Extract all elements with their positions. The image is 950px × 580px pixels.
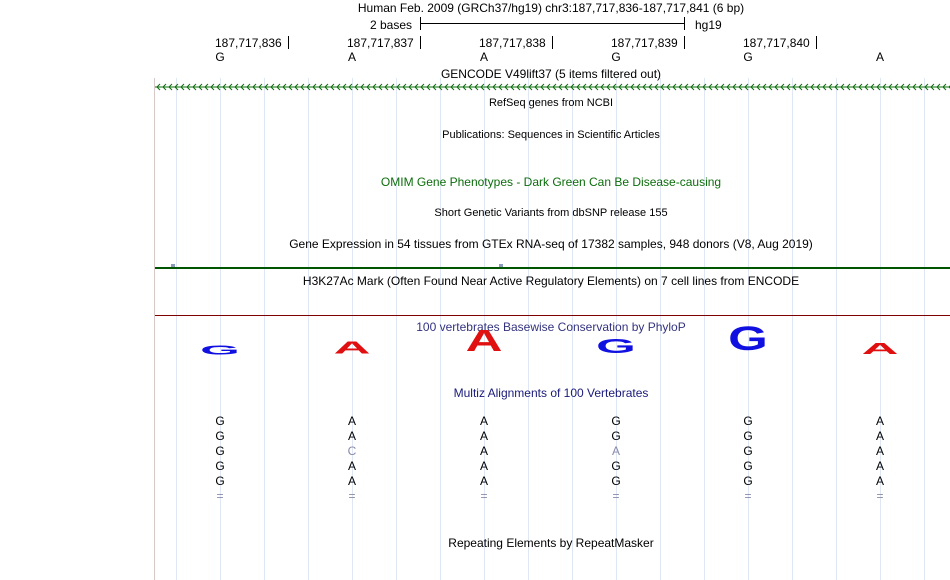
h3k27ac-track-line: [155, 315, 950, 316]
grid-line: [792, 78, 793, 580]
gencode-feature-arrows: [155, 81, 950, 93]
grid-line: [836, 78, 837, 580]
grid-line: [176, 78, 177, 580]
alignment-base: =: [612, 489, 620, 503]
alignment-base: A: [875, 474, 884, 488]
alignment-base: A: [875, 459, 884, 473]
alignment-base: G: [215, 414, 225, 428]
grid-line: [880, 78, 881, 580]
ruler-tick: [552, 36, 553, 49]
alignment-base: G: [215, 474, 225, 488]
repeatmasker-track-title: Repeating Elements by RepeatMasker: [448, 536, 654, 550]
dna-base: G: [215, 50, 225, 64]
phylop-track-title: 100 vertebrates Basewise Conservation by PhyloP: [416, 320, 686, 334]
alignment-base: A: [347, 414, 356, 428]
alignment-base: A: [347, 429, 356, 443]
dna-base: A: [347, 50, 356, 64]
refseq-track-title: RefSeq genes from NCBI: [488, 97, 614, 109]
alignment-base: G: [743, 444, 753, 458]
alignment-base: G: [743, 474, 753, 488]
ruler-tick: [684, 36, 685, 49]
ruler-position-label: 187,717,840: [743, 36, 810, 50]
grid-line: [264, 78, 265, 580]
grid-line: [220, 78, 221, 580]
alignment-base: =: [744, 489, 752, 503]
alignment-base: G: [611, 429, 621, 443]
grid-line: [704, 78, 705, 580]
ruler-position-label: 187,717,838: [479, 36, 546, 50]
phylop-logo-letter: A: [333, 337, 371, 358]
multiz-track-title: Multiz Alignments of 100 Vertebrates: [453, 386, 649, 400]
alignment-base: A: [875, 414, 884, 428]
gtex-track-line: [155, 267, 950, 269]
alignment-base: A: [875, 444, 884, 458]
phylop-logo-letter: A: [861, 340, 899, 358]
dna-base: G: [743, 50, 753, 64]
alignment-base: A: [479, 444, 488, 458]
alignment-base: A: [479, 474, 488, 488]
dbsnp-track-title: Short Genetic Variants from dbSNP release 155: [434, 207, 668, 219]
alignment-base: G: [215, 444, 225, 458]
ruler-tick: [288, 36, 289, 49]
publications-track-title: Publications: Sequences in Scientific Articles: [442, 129, 660, 141]
grid-line: [396, 78, 397, 580]
scale-bar-right-tick: [684, 17, 685, 30]
alignment-base: G: [611, 414, 621, 428]
ruler-position-label: 187,717,837: [347, 36, 414, 50]
ruler-tick: [420, 36, 421, 49]
alignment-base: A: [347, 459, 356, 473]
phylop-logo-letter: A: [465, 324, 503, 359]
label-column: [0, 0, 154, 580]
ruler-position-label: 187,717,836: [215, 36, 282, 50]
alignment-base: A: [875, 429, 884, 443]
alignment-base: =: [876, 489, 884, 503]
gencode-feature-lincrna[interactable]: [155, 81, 950, 93]
alignment-base: G: [743, 414, 753, 428]
grid-line: [924, 78, 925, 580]
alignment-base: G: [215, 429, 225, 443]
alignment-base: A: [347, 474, 356, 488]
alignment-base: G: [743, 459, 753, 473]
ruler-position-label: 187,717,839: [611, 36, 678, 50]
label-separator: [154, 78, 155, 580]
alignment-base: A: [479, 459, 488, 473]
alignment-base: G: [611, 474, 621, 488]
alignment-base: A: [611, 444, 620, 458]
scale-bar-left-tick: [420, 17, 421, 30]
phylop-logo-letter: G: [728, 320, 768, 359]
phylop-logo-letter: G: [596, 335, 636, 358]
scale-assembly: hg19: [695, 18, 722, 32]
omim-track-title: OMIM Gene Phenotypes - Dark Green Can Be Disease-causing: [380, 175, 722, 189]
alignment-base: G: [611, 459, 621, 473]
alignment-base: A: [479, 414, 488, 428]
window-position-value: Human Feb. 2009 (GRCh37/hg19) chr3:187,717,836-187,717,841 (6 bp): [357, 1, 745, 15]
alignment-base: =: [480, 489, 488, 503]
gtex-track-title: Gene Expression in 54 tissues from GTEx RNA-seq of 17382 samples, 948 donors (V8, Aug 2019): [289, 237, 813, 251]
scale-text: 2 bases: [370, 18, 413, 32]
dna-base: G: [611, 50, 621, 64]
grid-line: [308, 78, 309, 580]
ruler-tick: [816, 36, 817, 49]
alignment-base: C: [347, 444, 357, 458]
gencode-track-title: GENCODE V49lift37 (5 items filtered out): [440, 67, 662, 81]
alignment-base: G: [215, 459, 225, 473]
alignment-base: A: [479, 429, 488, 443]
grid-line: [352, 78, 353, 580]
phylop-logo-letter: G: [200, 342, 240, 358]
alignment-base: G: [743, 429, 753, 443]
scale-bar: [420, 23, 685, 24]
alignment-base: =: [216, 489, 224, 503]
alignment-base: =: [348, 489, 356, 503]
dna-base: A: [875, 50, 884, 64]
h3k27ac-track-title: H3K27Ac Mark (Often Found Near Active Regulatory Elements) on 7 cell lines from ENCODE: [302, 274, 800, 288]
dna-base: A: [479, 50, 488, 64]
